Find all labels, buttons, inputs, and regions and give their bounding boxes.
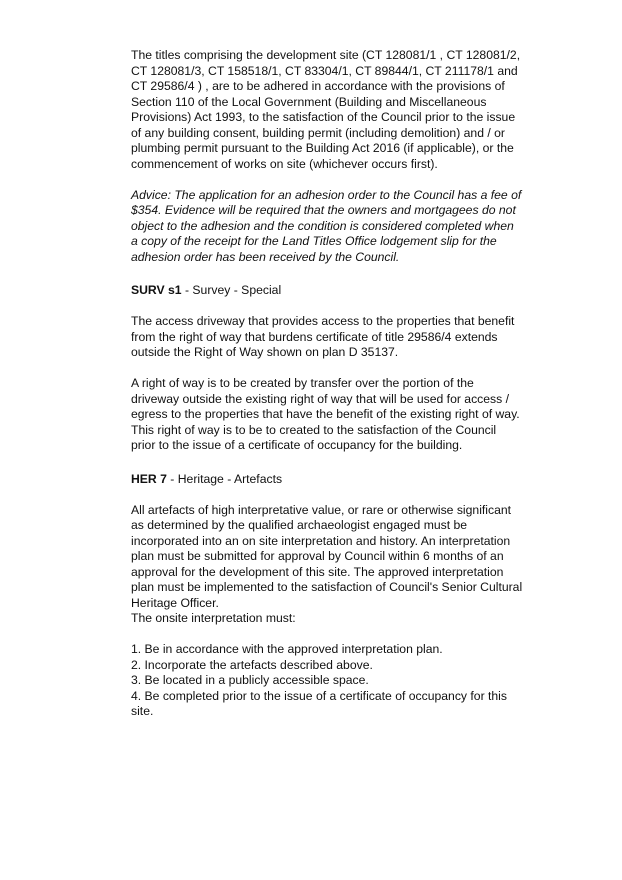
surv-paragraph-2: A right of way is to be created by transfer over the portion of the driveway outside the existing right of way that will be used for access / egress to the properties that have the benefit of the existing right of way. This right of way is to be to created to the satisfaction of the Council prior to the issue of a certificate of occupancy for the building. [131,376,520,452]
list-item: 4. Be completed prior to the issue of a certificate of occupancy for this site. [131,688,507,718]
list-item: 2. Incorporate the artefacts described above. [131,657,373,672]
surv-code: SURV s1 [131,283,182,297]
her-code: HER 7 [131,471,167,486]
her-title: - Heritage - Artefacts [166,471,283,486]
advice-paragraph: Advice: The application for an adhesion order to the Council has a fee of $354. Evidence will be required that the owners and mortgagees do not object to the adhesion and the condition is considered completed when a copy of the receipt for the Land Titles Office lodgement slip for the adhesion order has been received by the Council. [131,187,522,264]
her-heading [131,472,523,488]
list-item: 1. Be in accordance with the approved interpretation plan. [131,642,443,656]
her-paragraph-2: The onsite interpretation must: [131,611,296,625]
document-page [131,48,523,720]
surv-title: - Survey - Special [181,283,282,297]
surv-heading [131,283,523,299]
her-paragraph-1: All artefacts of high interpretative value, or rare or otherwise significant as determined by the qualified archaeologist engaged must be incorporated into an on site interpretation and history. An interpretation plan must be submitted for approval by Council within 6 months of an approval for the development of this site. The approved interpretation plan must be implemented to the satisfaction of Council's Senior Cultural Heritage Officer. [131,502,523,610]
titles-paragraph: The titles comprising the development site (CT 128081/1 , CT 128081/2, CT 128081/3, CT 158518/1, CT 83304/1, CT 89844/1, CT 211178/1 and CT 29586/4 ) , are to be adhered in accordance with the provisions of Section 110 of the Local Government (Building and Miscellaneous Provisions) Act 1993, to the satisfaction of the Council prior to the issue of any building consent, building permit (including demolition) and / or plumbing permit pursuant to the Building Act 2016 (if applicable), or the commencement of works on site (whichever occurs first). [131,48,521,171]
interpretation-list [131,642,523,720]
surv-paragraph-1: The access driveway that provides access to the properties that benefit from the right of way that burdens certificate of title 29586/4 extends outside the Right of Way shown on plan D 35137. [131,314,515,359]
list-item: 3. Be located in a publicly accessible space. [131,673,369,687]
